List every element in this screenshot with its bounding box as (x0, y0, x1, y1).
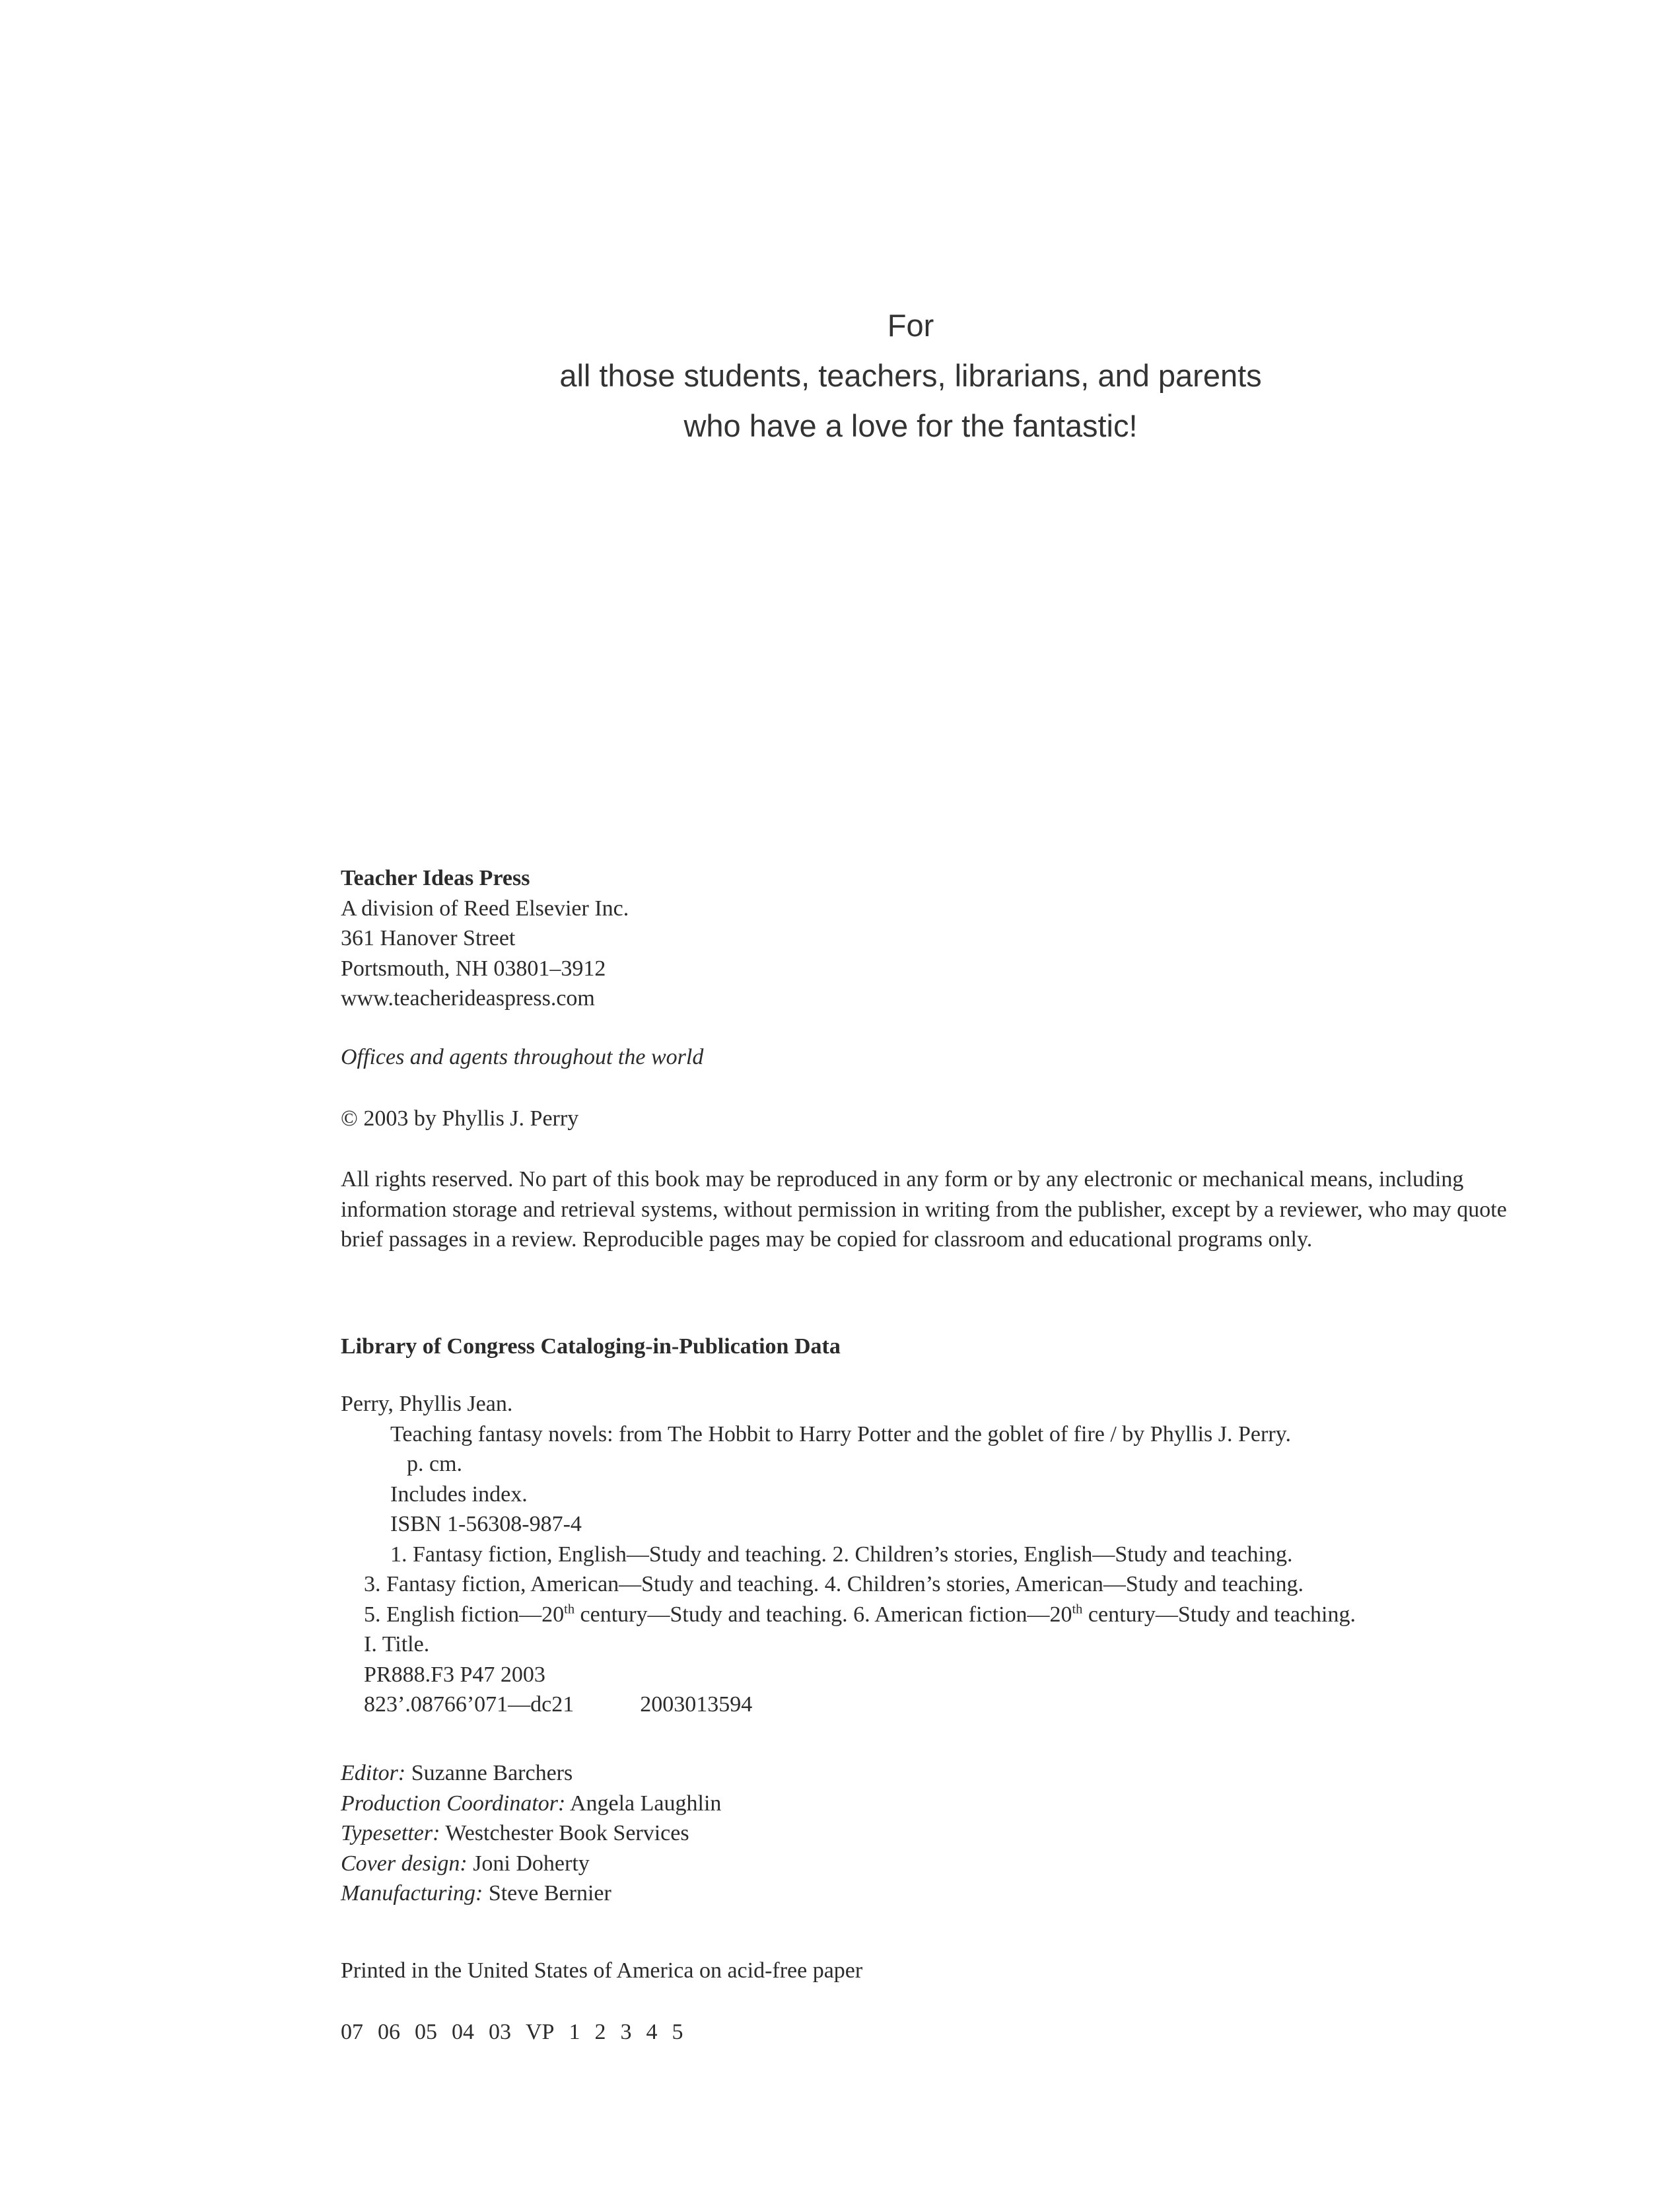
printing-line (341, 2017, 697, 2048)
dedication-line-3: who have a love for the fantastic! (683, 408, 1138, 443)
publisher-name: Teacher Ideas Press (341, 866, 530, 890)
credit-role: Editor: (341, 1761, 406, 1785)
printline-item: 4 (646, 2020, 658, 2044)
credit-manufacturing (341, 1878, 721, 1909)
copyright-line: © 2003 by Phyllis J. Perry (341, 1106, 579, 1131)
publisher-website: www.teacherideaspress.com (341, 986, 595, 1011)
cip-subjects-2: 3. Fantasy fiction, American—Study and teaching. 4. Children’s stories, American—Study and teaching. (364, 1572, 1304, 1596)
credit-name: Suzanne Barchers (405, 1761, 573, 1785)
printline-item: VP (526, 2020, 555, 2044)
offices-note: Offices and agents throughout the world (341, 1045, 704, 1069)
credit-name: Westchester Book Services (440, 1821, 689, 1845)
credit-name: Joni Doherty (467, 1851, 590, 1876)
credit-role: Cover design: (341, 1851, 468, 1876)
credit-role: Manufacturing: (341, 1881, 483, 1906)
credit-role: Typesetter: (341, 1821, 440, 1845)
cip-index: Includes index. (390, 1481, 528, 1507)
credit-cover-design (341, 1849, 721, 1879)
cip-subjects-3-a: 5. English fiction—20 (364, 1602, 565, 1627)
cip-author: Perry, Phyllis Jean. (341, 1392, 513, 1416)
cip-heading: Library of Congress Cataloging-in-Publication Data (341, 1334, 841, 1359)
printline-item: 07 (341, 2020, 363, 2044)
publisher-street: 361 Hanover Street (341, 926, 516, 950)
credit-production-coordinator (341, 1789, 721, 1819)
cip-lccn: 2003013594 (640, 1692, 753, 1717)
printline-item: 2 (594, 2020, 606, 2044)
cip-subjects-1: 1. Fantasy fiction, English—Study and teaching. 2. Children’s stories, English—Study and teaching. (390, 1542, 1293, 1567)
cip-lc-call: PR888.F3 P47 2003 (364, 1662, 545, 1687)
dedication (0, 301, 1672, 451)
printline-item: 04 (452, 2020, 474, 2044)
credit-name: Angela Laughlin (565, 1791, 722, 1816)
cip-title: Teaching fantasy novels: from The Hobbit to Harry Potter and the goblet of fire / by Phyllis J. Perry. (390, 1421, 1291, 1446)
dedication-line-2: all those students, teachers, librarians, and parents (559, 358, 1262, 393)
credit-role: Production Coordinator: (341, 1791, 566, 1816)
credit-name: Steve Bernier (483, 1881, 611, 1906)
printline-item: 5 (672, 2020, 683, 2044)
printline-item: 3 (620, 2020, 632, 2044)
publisher-city: Portsmouth, NH 03801–3912 (341, 956, 606, 981)
credit-typesetter (341, 1818, 721, 1849)
cip-subjects-3-c: century—Study and teaching. (1082, 1602, 1356, 1627)
rights-paragraph: All rights reserved. No part of this book may be reproduced in any form or by any electronic or mechanical means, including information storage and retrieval systems, without permission in writing from the publisher, except by a reviewer, who may quote brief passages in a review. Reproducible pages may be copied for classroom and educational programs only. (341, 1167, 1507, 1252)
printline-item: 06 (378, 2020, 400, 2044)
publisher-division: A division of Reed Elsevier Inc. (341, 896, 629, 921)
cip-dewey-row (341, 1690, 1356, 1720)
cip-subjects-3-sup-1: th (564, 1602, 575, 1617)
cip-title-entry: I. Title. (364, 1632, 430, 1657)
printline-item: 1 (569, 2020, 580, 2044)
cip-subjects-3 (341, 1600, 1356, 1630)
cip-pcm: p. cm. (407, 1452, 463, 1476)
printed-note: Printed in the United States of America on acid-free paper (341, 1958, 863, 1983)
cip-subjects-3-sup-2: th (1072, 1602, 1083, 1617)
credit-editor (341, 1758, 721, 1789)
production-credits (341, 1758, 721, 1909)
cip-dewey: 823’.08766’071—dc21 (364, 1692, 575, 1717)
cip-subjects-3-b: century—Study and teaching. 6. American fiction—20 (575, 1602, 1072, 1627)
printline-item: 05 (415, 2020, 437, 2044)
dedication-line-1: For (887, 308, 934, 343)
cip-isbn: ISBN 1-56308-987-4 (390, 1512, 582, 1536)
printline-item: 03 (489, 2020, 511, 2044)
publisher-address (341, 863, 629, 1014)
cip-record (341, 1389, 1356, 1720)
